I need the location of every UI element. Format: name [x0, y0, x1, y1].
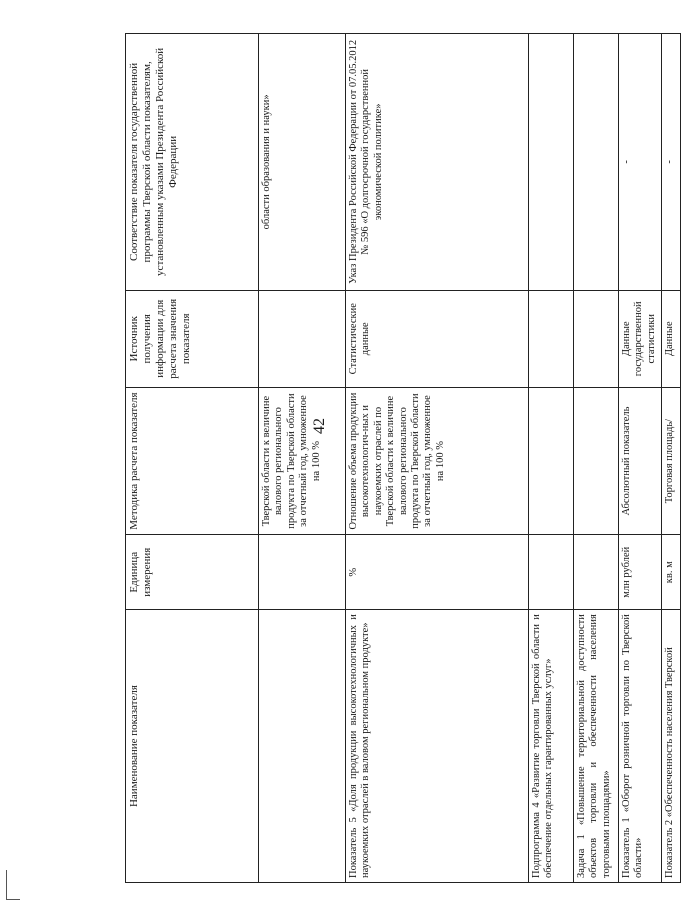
cell-unit: [529, 535, 574, 610]
scan-edge-mark: [6, 870, 7, 900]
cell-method: [529, 387, 574, 535]
indicator-table: [125, 33, 681, 883]
cell-source: [574, 290, 619, 387]
cell-method: Тверской области к величине валового регионального продукта по Тверской области за отчетный год, умноженное на 100 %: [259, 387, 346, 535]
header-correspondence: Соответствие показателя государственной программы Тверской области показателям, установленным указами Президента Российской Федерации: [126, 34, 259, 291]
cell-name: [259, 610, 346, 883]
cell-correspondence: [574, 34, 619, 291]
cell-name: Показатель 2 «Обеспеченность населения Тверской: [662, 610, 681, 883]
cell-method: Отношение объема продукции высокотехнологич-ных и наукоемких отраслей по Тверской области к величине валового регионального продукта по Тверской области за отчетный год, умноженное на 100 %: [346, 387, 529, 535]
cell-unit: млн рублей: [619, 535, 662, 610]
cell-correspondence: области образования и науки»: [259, 34, 346, 291]
cell-source: [529, 290, 574, 387]
cell-source: [259, 290, 346, 387]
cell-name: Подпрограмма 4 «Развитие торговли Тверской области и обеспечение отдельных гарантированных услуг»: [529, 610, 574, 883]
cell-correspondence: -: [662, 34, 681, 291]
cell-method: [574, 387, 619, 535]
rotated-table-container: [125, 33, 675, 883]
table-row: [259, 34, 346, 883]
cell-name: Показатель 1 «Оборот розничной торговли по Тверской области»: [619, 610, 662, 883]
cell-unit: [259, 535, 346, 610]
cell-unit: %: [346, 535, 529, 610]
cell-name: Задача 1 «Повышение территориальной доступности объектов торговли и обеспеченности населения торговыми площадями»: [574, 610, 619, 883]
table-row: [346, 34, 529, 883]
header-source: Источник получения информации для расчета значения показателя: [126, 290, 259, 387]
cell-correspondence: [529, 34, 574, 291]
cell-unit: кв. м: [662, 535, 681, 610]
cell-unit: [574, 535, 619, 610]
scan-edge-mark: [6, 899, 20, 900]
cell-method: Торговая площадь/: [662, 387, 681, 535]
header-name: Наименование показателя: [126, 610, 259, 883]
cell-source: Статистические данные: [346, 290, 529, 387]
page-number: 42: [311, 418, 328, 434]
table-row: [574, 34, 619, 883]
header-method: Методика расчета показателя: [126, 387, 259, 535]
table-header-row: [126, 34, 259, 883]
cell-correspondence: Указ Президента Российской Федерации от 07.05.2012 № 596 «О долгосрочной государственной экономической политике»: [346, 34, 529, 291]
cell-source: Данные государственной статистики: [619, 290, 662, 387]
table-row: [619, 34, 662, 883]
cell-name: Показатель 5 «Доля продукции высокотехнологичных и наукоемких отраслей в валовом региональном продукте»: [346, 610, 529, 883]
header-unit: Единица измерения: [126, 535, 259, 610]
cell-source: Данные: [662, 290, 681, 387]
table-row: [529, 34, 574, 883]
table-row: [662, 34, 681, 883]
cell-method: Абсолютный показатель: [619, 387, 662, 535]
cell-correspondence: -: [619, 34, 662, 291]
